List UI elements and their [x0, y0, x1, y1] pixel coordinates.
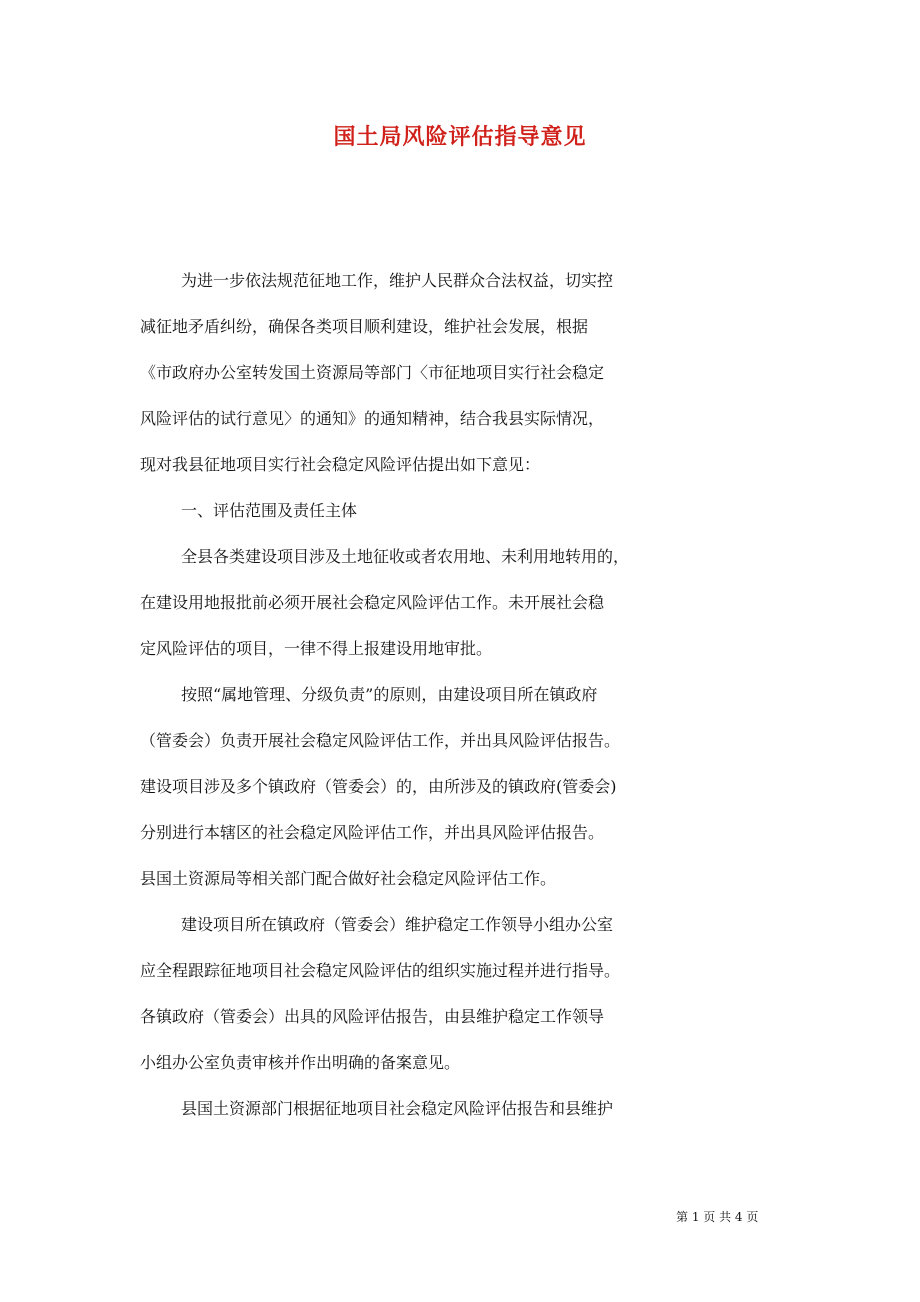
section-heading [140, 495, 790, 526]
page-number: 第 1 页 共 4 页 [676, 1210, 759, 1224]
text-line: 在建设用地报批前必须开展社会稳定风险评估工作。未开展社会稳 [140, 593, 605, 612]
text-line: 县国土资源局等相关部门配合做好社会稳定风险评估工作。 [140, 869, 557, 888]
text-line: 全县各类建设项目涉及土地征收或者农用地、未利用地转用的， [181, 547, 630, 566]
text-line: 应全程跟踪征地项目社会稳定风险评估的组织实施过程并进行指导。 [140, 961, 621, 980]
text-line: 现对我县征地项目实行社会稳定风险评估提出如下意见： [140, 455, 541, 474]
text-line: 县国土资源部门根据征地项目社会稳定风险评估报告和县维护 [181, 1099, 614, 1118]
document-body [140, 265, 790, 1139]
paragraph-scope [140, 541, 790, 664]
paragraph-responsibility [140, 679, 790, 894]
paragraph-oversight [140, 909, 790, 1078]
text-line: （管委会）负责开展社会稳定风险评估工作，并出具风险评估报告。 [140, 731, 621, 750]
text-line: 分别进行本辖区的社会稳定风险评估工作，并出具风险评估报告。 [140, 823, 605, 842]
paragraph-intro [140, 265, 790, 480]
section-heading-text: 一、评估范围及责任主体 [181, 501, 358, 520]
document-title: 国土局风险评估指导意见 [333, 124, 587, 150]
text-line: 减征地矛盾纠纷，确保各类项目顺利建设，维护社会发展，根据 [140, 317, 589, 336]
text-line: 建设项目涉及多个镇政府（管委会）的，由所涉及的镇政府(管委会) [140, 777, 617, 796]
paragraph-land-department [140, 1093, 790, 1124]
text-line: 定风险评估的项目，一律不得上报建设用地审批。 [140, 639, 493, 658]
text-line: 各镇政府（管委会）出具的风险评估报告，由县维护稳定工作领导 [140, 1007, 605, 1026]
text-line: 为进一步依法规范征地工作，维护人民群众合法权益，切实控 [181, 271, 614, 290]
text-line: 小组办公室负责审核并作出明确的备案意见。 [140, 1053, 461, 1072]
text-line: 建设项目所在镇政府（管委会）维护稳定工作领导小组办公室 [181, 915, 614, 934]
text-line: 风险评估的试行意见〉的通知》的通知精神，结合我县实际情况， [140, 409, 605, 428]
text-line: 《市政府办公室转发国土资源局等部门〈市征地项目实行社会稳定 [140, 363, 605, 382]
text-line: 按照“属地管理、分级负责”的原则，由建设项目所在镇政府 [181, 685, 598, 704]
